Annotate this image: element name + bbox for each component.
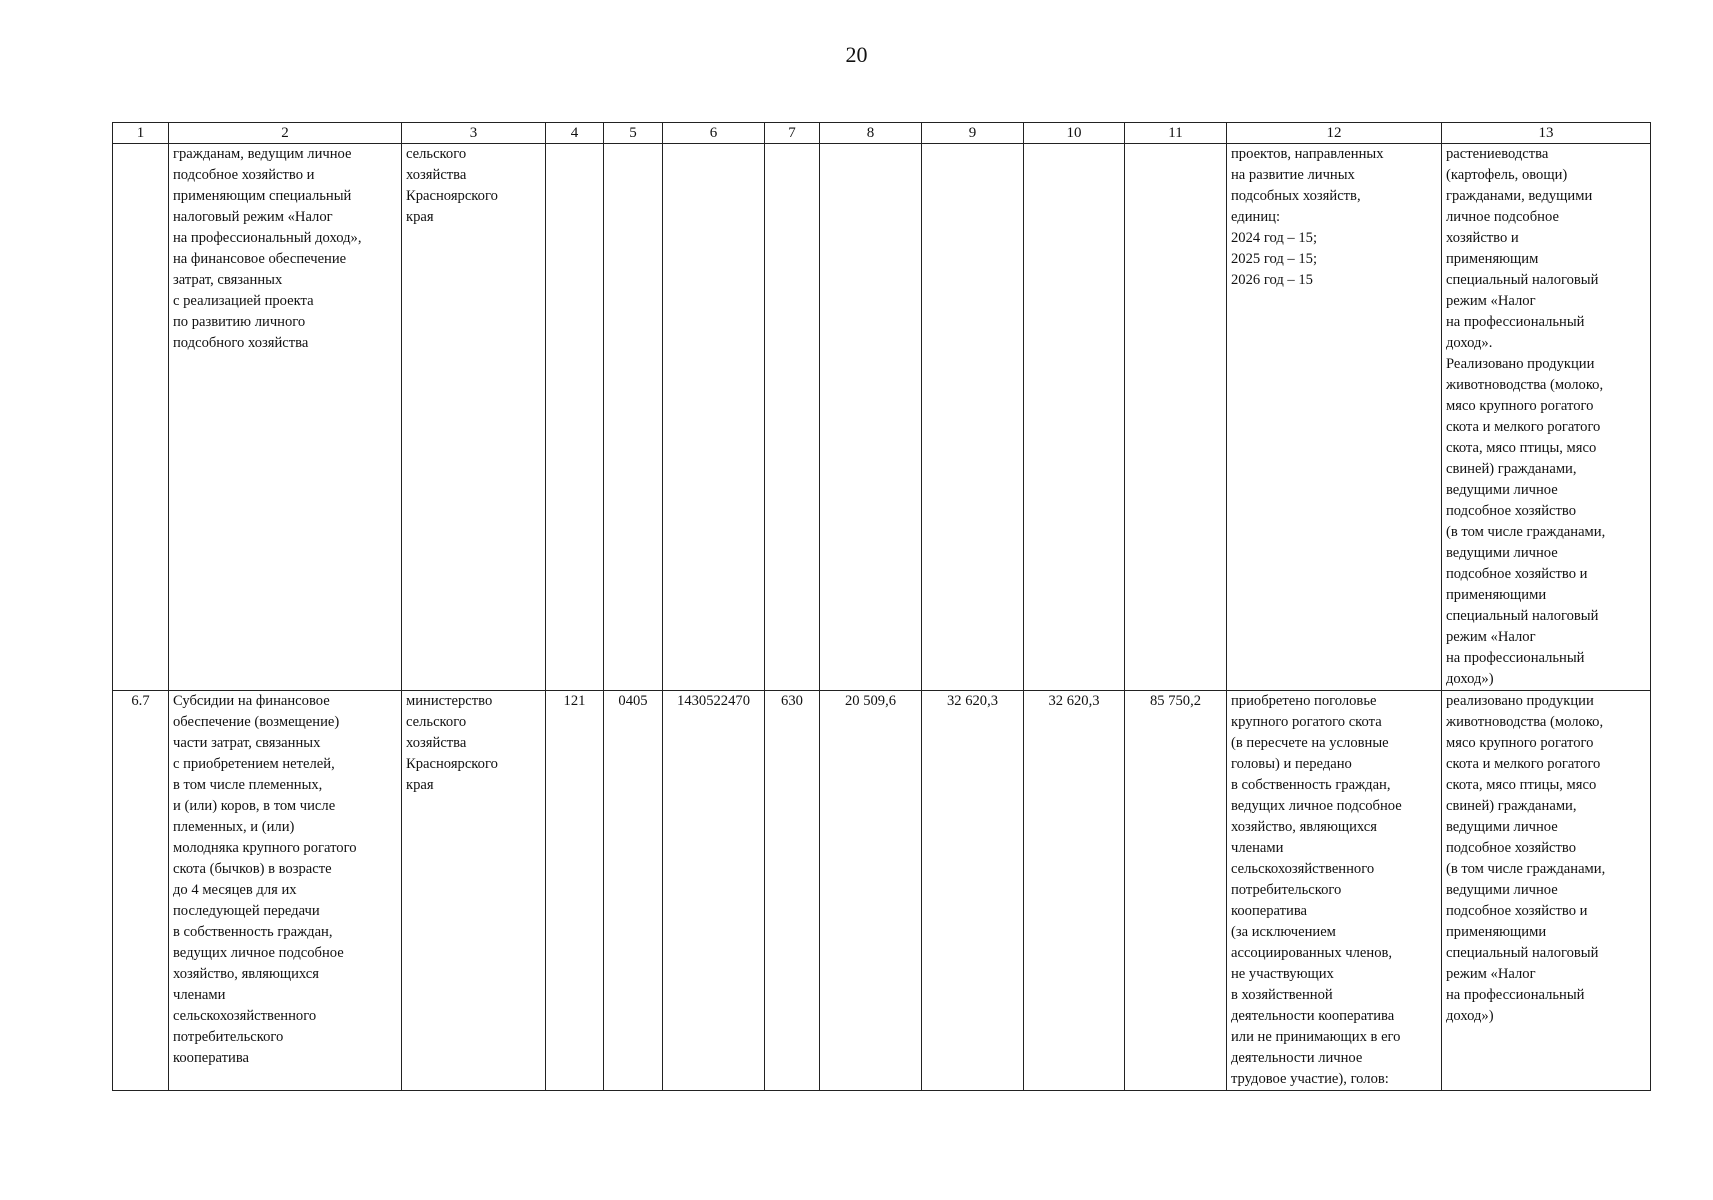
column-header: 1 — [113, 123, 169, 144]
page-number: 20 — [845, 42, 868, 67]
column-number-row — [113, 123, 1651, 144]
section-code-cell — [604, 144, 663, 691]
administrator-cell: сельского хозяйства Красноярского края — [402, 144, 546, 691]
column-header: 11 — [1125, 123, 1227, 144]
column-header: 9 — [922, 123, 1024, 144]
table-row-6-7 — [113, 691, 1651, 1091]
expense-type-cell: 630 — [765, 691, 820, 1091]
column-header: 13 — [1442, 123, 1651, 144]
column-header: 6 — [663, 123, 765, 144]
amount-total-cell — [1125, 144, 1227, 691]
column-header: 4 — [546, 123, 604, 144]
row-number-cell — [113, 144, 169, 691]
column-header: 12 — [1227, 123, 1442, 144]
amount-2025-cell — [922, 144, 1024, 691]
target-article-cell — [663, 144, 765, 691]
amount-2025-cell: 32 620,3 — [922, 691, 1024, 1091]
column-header: 8 — [820, 123, 922, 144]
section-code-cell: 0405 — [604, 691, 663, 1091]
column-header: 5 — [604, 123, 663, 144]
table-row-continuation — [113, 144, 1651, 691]
expected-result-cell: проектов, направленных на развитие личных подсобных хозяйств, единиц: 2024 год – 15; 2025 год – 15; 2026 год – 15 — [1227, 144, 1442, 691]
target-article-cell: 1430522470 — [663, 691, 765, 1091]
column-header: 3 — [402, 123, 546, 144]
expense-type-cell — [765, 144, 820, 691]
row-number-cell: 6.7 — [113, 691, 169, 1091]
code-cell — [546, 144, 604, 691]
expected-result-cell: приобретено поголовье крупного рогатого скота (в пересчете на условные головы) и передано в собственность граждан, ведущих личное подсобное хозяйство, являющихся членами сельскохозяйственного потребительского кооператива (за исключением ассоциированных членов, не участвующих в хозяйственной деятельности кооператива или не принимающих в его деятельности личное трудовое участие), голов: — [1227, 691, 1442, 1091]
measure-name-cell: Субсидии на финансовое обеспечение (возмещение) части затрат, связанных с приобретением нетелей, в том числе племенных, и (или) коров, в том числе племенных, и (или) молодняка крупного рогатого скота (бычков) в возрасте до 4 месяцев для их последующей передачи в собственность граждан, ведущих личное подсобное хозяйство, являющихся членами сельскохозяйственного потребительского кооператива — [169, 691, 402, 1091]
amount-2024-cell — [820, 144, 922, 691]
amount-2026-cell: 32 620,3 — [1024, 691, 1125, 1091]
amount-total-cell: 85 750,2 — [1125, 691, 1227, 1091]
result-indicator-cell: реализовано продукции животноводства (молоко, мясо крупного рогатого скота и мелкого рогатого скота, мясо птицы, мясо свиней) гражданами, ведущими личное подсобное хозяйство (в том числе гражданами, ведущими личное подсобное хозяйство и применяющими специальный налоговый режим «Налог на профессиональный доход») — [1442, 691, 1651, 1091]
result-indicator-cell: растениеводства (картофель, овощи) гражданами, ведущими личное подсобное хозяйство и применяющим специальный налоговый режим «Налог на профессиональный доход». Реализовано продукции животноводства (молоко, мясо крупного рогатого скота и мелкого рогатого скота, мясо птицы, мясо свиней) гражданами, ведущими личное подсобное хозяйство (в том числе гражданами, ведущими личное подсобное хозяйство и применяющими специальный налоговый режим «Налог на профессиональный доход») — [1442, 144, 1651, 691]
code-cell: 121 — [546, 691, 604, 1091]
amount-2024-cell: 20 509,6 — [820, 691, 922, 1091]
administrator-cell: министерство сельского хозяйства Красноярского края — [402, 691, 546, 1091]
amount-2026-cell — [1024, 144, 1125, 691]
budget-measures-table — [112, 122, 1651, 1091]
column-header: 7 — [765, 123, 820, 144]
column-header: 10 — [1024, 123, 1125, 144]
measure-name-cell: гражданам, ведущим личное подсобное хозяйство и применяющим специальный налоговый режим «Налог на профессиональный доход», на финансовое обеспечение затрат, связанных с реализацией проекта по развитию личного подсобного хозяйства — [169, 144, 402, 691]
column-header: 2 — [169, 123, 402, 144]
